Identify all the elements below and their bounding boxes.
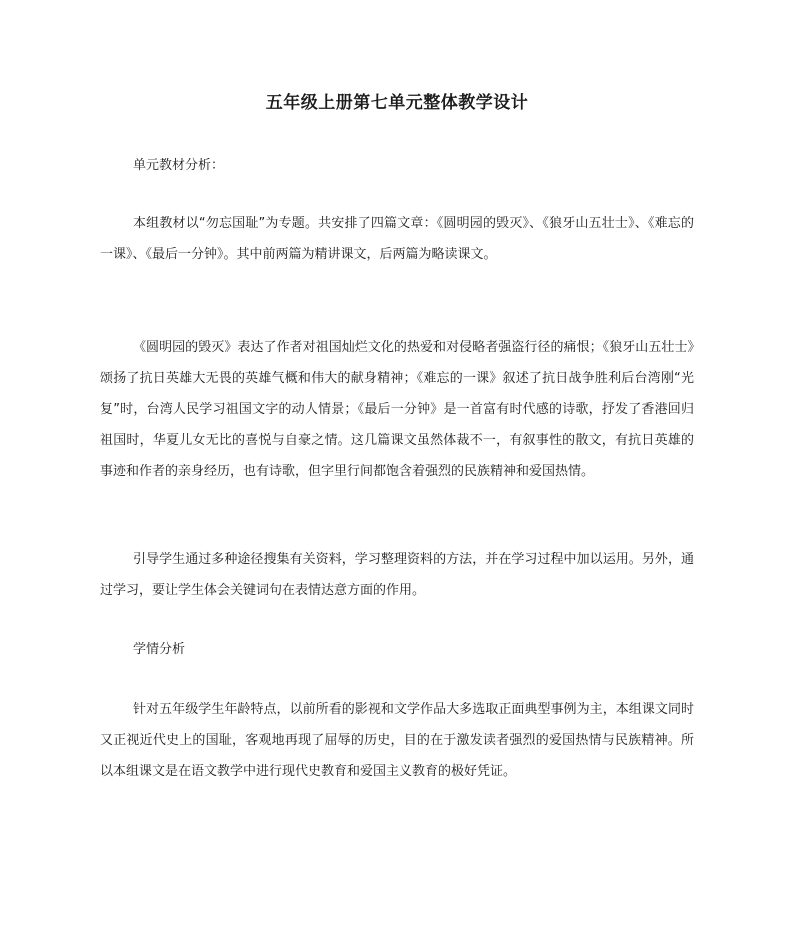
document-title: 五年级上册第七单元整体教学设计 bbox=[265, 93, 529, 113]
section-heading-student-analysis: 学情分析 bbox=[133, 642, 186, 657]
paragraph-text-summaries: 《圆明园的毁灭》表达了作者对祖国灿烂文化的热爱和对侵略者强盗行径的痛恨；《狼牙山五壮士》颂扬了抗日英雄大无畏的英雄气概和伟大的献身精神；《难忘的一课》叙述了抗日战争胜利后台湾刚“光复”时，台湾人民学习祖国文字的动人情景；《最后一分钟》是一首富有时代感的诗歌，抒发了香港回归祖国时，华夏儿女无比的喜悦与自豪之情。这几篇课文虽然体裁不一，有叙事性的散文，有抗日英雄的事迹和作者的亲身经历，也有诗歌，但字里行间都饱含着强烈的民族精神和爱国热情。 bbox=[100, 340, 694, 479]
paragraph-learning-guidance: 引导学生通过多种途径搜集有关资料，学习整理资料的方法，并在学习过程中加以运用。另外，通过学习，要让学生体会关键词句在表情达意方面的作用。 bbox=[100, 552, 694, 598]
paragraph-topic-overview: 本组教材以“勿忘国耻”为专题。共安排了四篇文章：《圆明园的毁灭》、《狼牙山五壮士》、《难忘的一课》、《最后一分钟》。其中前两篇为精讲课文，后两篇为略读课文。 bbox=[100, 216, 694, 262]
paragraph-student-analysis: 针对五年级学生年龄特点，以前所看的影视和文学作品大多选取正面典型事例为主，本组课文同时又正视近代史上的国耻，客观地再现了屈辱的历史，目的在于激发读者强烈的爱国热情与民族精神。所以本组课文是在语文教学中进行现代史教育和爱国主义教育的极好凭证。 bbox=[100, 702, 694, 779]
section-heading-textbook-analysis: 单元教材分析： bbox=[133, 158, 225, 173]
